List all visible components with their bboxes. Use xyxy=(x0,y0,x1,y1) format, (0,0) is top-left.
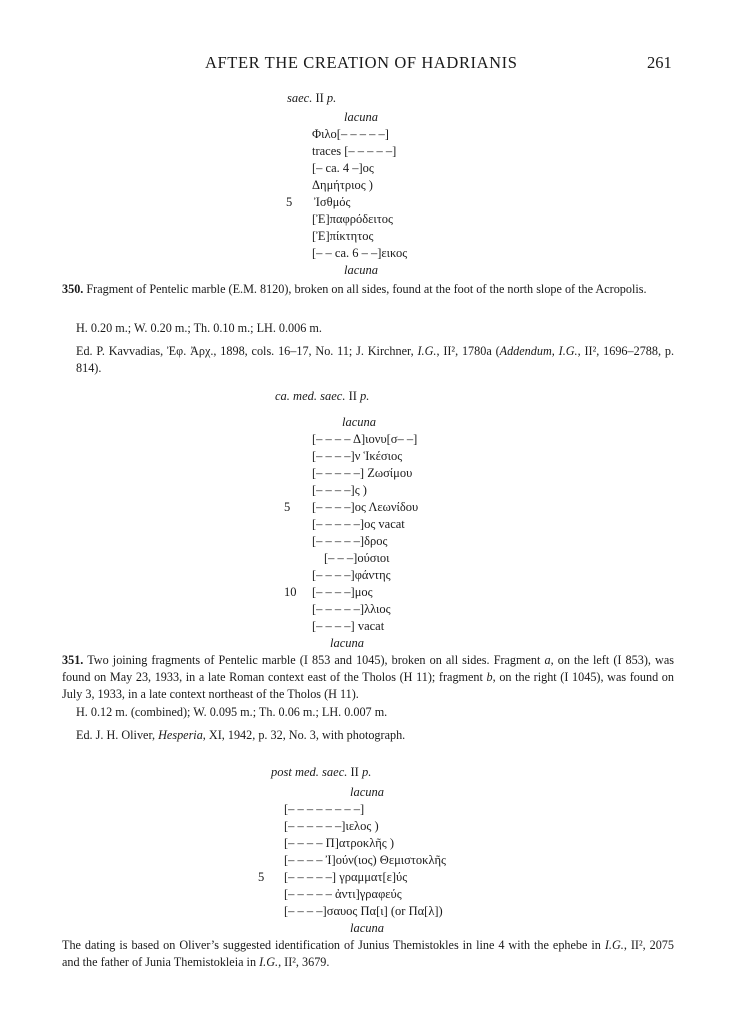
text: Ed. P. Kavvadias, xyxy=(76,344,168,358)
inscription-line: [– – ca. 6 – –]εικος xyxy=(312,246,408,260)
inscription-line: [– – – – Π]ατροκλῆς ) xyxy=(284,836,395,850)
inscription-line: lacuna xyxy=(344,110,379,124)
inscription-line: [Ἐ]παφρόδειτος xyxy=(312,212,393,226)
inscription-line: [– – – – Δ]ιονυ[σ– –] xyxy=(312,432,418,446)
line-number: 5 xyxy=(286,195,293,209)
entry-351-dimensions: H. 0.12 m. (combined); W. 0.095 m.; Th. 0.06 m.; LH. 0.007 m. xyxy=(76,705,388,719)
text: , II², 3679. xyxy=(278,955,330,969)
date-roman: II xyxy=(315,91,324,105)
date-text: p. xyxy=(361,765,372,779)
text: , on the left (I 853), was found on May 23, 1933, in a late Roman context east of the Tholos (H 11); fragment xyxy=(62,653,674,684)
inscription-line: [– – – –]μος xyxy=(312,585,373,599)
addendum: Addendum, I.G. xyxy=(499,344,578,358)
line-number: 10 xyxy=(284,585,297,599)
entry-351-description xyxy=(62,652,674,703)
inscription-line: lacuna xyxy=(330,636,365,650)
text: , 1898, cols. 16–17, No. 11; J. Kirchner, xyxy=(213,344,418,358)
text: , II², 1696–2788, p. 814). xyxy=(76,344,674,375)
inscription-line: [– – – –]φάντης xyxy=(312,568,391,582)
entry-350-description xyxy=(62,281,674,298)
inscription-line: [– – – –]σαυος Πα[ι] (or Πα[λ]) xyxy=(284,904,443,918)
dating-block-3 xyxy=(271,765,371,780)
fragment-label: b xyxy=(486,670,493,684)
text: Ed. J. H. Oliver, xyxy=(76,728,159,742)
inscription-line: [– – – – –]ος vacat xyxy=(312,517,405,531)
date-text: p. xyxy=(360,389,370,403)
inscription-line: [– ca. 4 –]ος xyxy=(312,161,374,175)
text: The dating is based on Oliver’s suggested identification of Junius Themistokles in line 4 with the ephebe in xyxy=(62,938,605,952)
inscription-line: [Ἐ]πίκτητος xyxy=(312,229,374,243)
description-text: Fragment of Pentelic marble (E.M. 8120), broken on all sides, found at the foot of the north slope of the Acropolis. xyxy=(86,282,647,296)
inscription-line: [– – – – –] Ζωσίμου xyxy=(312,466,413,480)
dating-block-2 xyxy=(275,389,369,404)
inscription-line: [– – – –]ς ) xyxy=(312,483,367,497)
inscription-text-2 xyxy=(284,414,419,652)
date-text: ca. med. saec. xyxy=(275,389,346,403)
entry-350-edition xyxy=(76,343,674,377)
inscription-line: [– – – – Ἰ]ούν(ιος) Θεμιστοκλῆς xyxy=(284,853,447,867)
inscription-text-3 xyxy=(258,784,447,937)
inscription-line: [– – – – –]λλιος xyxy=(312,602,391,616)
text: , XI, 1942, p. 32, No. 3, with photograph. xyxy=(202,728,406,742)
entry-number: 350. xyxy=(62,282,84,296)
journal: Hesperia xyxy=(158,728,203,742)
text: Two joining fragments of Pentelic marble (I 853 and 1045), broken on all sides. Fragment xyxy=(87,653,545,667)
inscription-line: [– – –]ούσιοι xyxy=(324,551,390,565)
date-roman: II xyxy=(348,389,357,403)
inscription-line: [– – – – – ἀντι]γραφεύς xyxy=(284,887,402,901)
inscription-line: lacuna xyxy=(342,415,377,429)
inscription-line: lacuna xyxy=(350,921,385,935)
inscription-line: Φιλο[– – – – –] xyxy=(312,127,389,141)
inscription-line: [– – – – –]δρος xyxy=(312,534,388,548)
inscription-line: [– – – –]ν Ἱκέσιος xyxy=(312,449,403,463)
inscription-line: [– – – – – – – –] xyxy=(284,802,365,816)
running-head: AFTER THE CREATION OF HADRIANIS xyxy=(205,53,518,72)
journal: Ἐφ. Ἀρχ. xyxy=(167,344,214,358)
closing-paragraph xyxy=(62,937,674,971)
inscription-line: [– – – – –] γραμματ[ε]ύς xyxy=(284,870,408,884)
date-text: post med. saec. xyxy=(271,765,348,779)
inscription-line: lacuna xyxy=(344,263,379,277)
entry-number: 351. xyxy=(62,653,84,667)
inscription-text-1 xyxy=(286,109,408,279)
date-text: p. xyxy=(326,91,337,105)
inscription-line: [– – – –] vacat xyxy=(312,619,385,633)
inscription-line: lacuna xyxy=(350,785,385,799)
inscription-line: [– – – –]ος Λεωνίδου xyxy=(312,500,419,514)
entry-351-edition xyxy=(76,727,688,744)
inscription-line: Ἰσθμός xyxy=(314,195,351,209)
date-text: saec. xyxy=(287,91,313,105)
corpus: I.G. xyxy=(604,938,624,952)
text: , II², 2075 and the father of Junia Themistokleia in xyxy=(62,938,674,969)
inscription-line: [– – – – – –]ιελος ) xyxy=(284,819,379,833)
inscription-line: traces [– – – – –] xyxy=(312,144,397,158)
inscription-line: Δημήτριος ) xyxy=(312,178,373,192)
corpus: I.G. xyxy=(417,344,437,358)
line-number: 5 xyxy=(284,500,291,514)
text: , II², 1780a ( xyxy=(436,344,500,358)
dating-block-1 xyxy=(287,91,336,106)
corpus: I.G. xyxy=(259,955,279,969)
date-roman: II xyxy=(350,765,359,779)
entry-350-dimensions: H. 0.20 m.; W. 0.20 m.; Th. 0.10 m.; LH. 0.006 m. xyxy=(76,321,322,335)
fragment-label: a xyxy=(544,653,551,667)
text: , on the right (I 1045), was found on July 3, 1933, in a late context northeast of the Tholos (H 11). xyxy=(62,670,674,701)
line-number: 5 xyxy=(258,870,265,884)
page-number: 261 xyxy=(647,53,672,72)
